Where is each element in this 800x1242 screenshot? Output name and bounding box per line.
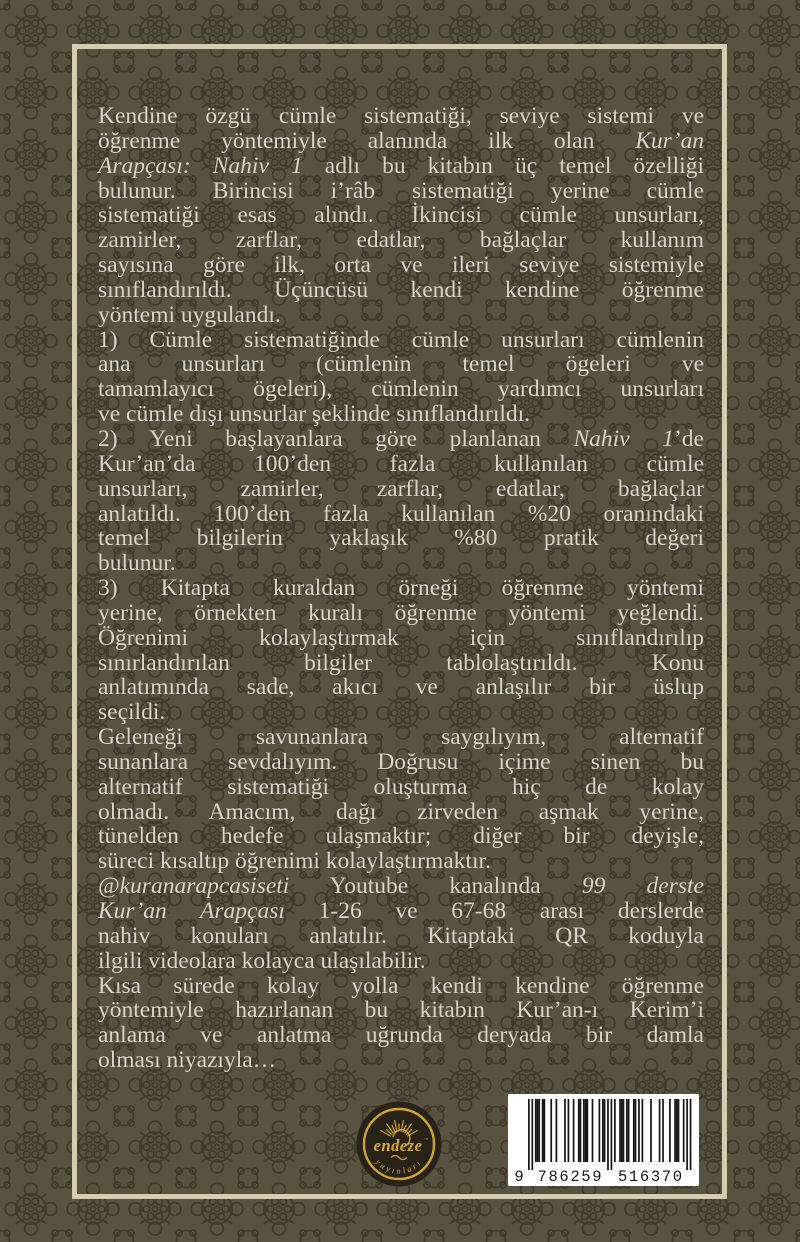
text-line: sınırlandırılan bilgiler tablolaştırıldı. Konu: [98, 649, 704, 676]
text-line: tamamlayıcı ögeleri), cümlenin yardımcı unsurları: [98, 376, 704, 403]
text-line: Kısa sürede kolay yolla kendi kendine öğrenme: [98, 972, 704, 999]
text-line: 3) Kitapta kuraldan örneği öğrenme yöntemi: [98, 575, 704, 602]
text-line: sistematiği esas alındı. İkincisi cümle unsurları,: [98, 202, 704, 229]
text-line: Arapçası: Nahiv 1 adlı bu kitabın üç temel özelliği: [98, 152, 704, 179]
text-line: bulunur. Birincisi i’râb sistematiği yerine cümle: [98, 177, 704, 204]
text-line: Kur’an Arapçası 1-26 ve 67-68 arası derslerde: [98, 898, 704, 924]
text-line: nahiv konuları anlatılır. Kitaptaki QR koduyla: [98, 922, 704, 949]
barcode: [508, 1094, 699, 1186]
text-line: Öğrenimi kolaylaştırmak için sınıflandırılıp: [98, 624, 704, 651]
publisher-logo: [356, 1101, 442, 1187]
text-line: alternatif sistematiği oluşturma hiç de kolay: [98, 773, 704, 800]
text-line: anlatımında sade, akıcı ve anlaşılır bir üslup: [98, 674, 704, 701]
text-line: olması niyazıyla…: [98, 1047, 277, 1074]
text-line: yöntemi uygulandı.: [98, 301, 281, 328]
text-line: 1) Cümle sistematiğinde cümle unsurları cümlenin: [98, 326, 704, 353]
text-line: unsurları, zamirler, zarflar, edatlar, bağlaçlar: [98, 475, 704, 502]
publisher-name: endeze: [373, 1136, 423, 1155]
text-line: ve cümle dışı unsurlar şeklinde sınıflandırıldı.: [98, 401, 531, 428]
text-line: öğrenme yöntemiyle alanında ilk olan Kur’an: [98, 127, 704, 154]
publisher-subtitle-curved: yayınları: [373, 1156, 425, 1176]
barcode-digits-right: 516370: [618, 1168, 682, 1186]
text-line: sunanlara sevdalıyım. Doğrusu içime sinen bu: [98, 748, 704, 775]
text-line: temel bilgilerin yaklaşık %80 pratik değeri: [98, 525, 704, 552]
text-line: ilgili videolara kolayca ulaşılabilir.: [98, 947, 426, 974]
text-line: tünelden hedefe ulaşmaktır; diğer bir deyişle,: [98, 823, 704, 850]
text-line: anlatıldı. 100’den fazla kullanılan %20 oranındaki: [98, 500, 704, 527]
text-line: bulunur.: [98, 550, 176, 577]
barcode-digit-lead: 9: [514, 1168, 524, 1186]
text-line: @kuranarapcasiseti Youtube kanalında 99 derste: [98, 873, 704, 900]
text-line: Kendine özgü cümle sistematiği, seviye sistemi ve: [98, 103, 704, 129]
text-line: ana unsurları (cümlenin temel ögeleri ve: [98, 351, 704, 378]
text-line: süreci kısaltıp öğrenimi kolaylaştırmaktır.: [98, 848, 491, 875]
text-line: sınıflandırıldı. Üçüncüsü kendi kendine öğrenme: [98, 276, 704, 303]
text-line: seçildi.: [98, 699, 166, 726]
text-line: anlama ve anlatma uğrunda deryada bir damla: [98, 1022, 704, 1049]
barcode-digits-left: 786259: [537, 1168, 602, 1186]
text-line: olmadı. Amacım, dağı zirveden aşmak yerine,: [98, 798, 704, 825]
text-line: 2) Yeni başlayanlara göre planlanan Nahiv 1’de: [98, 425, 704, 452]
barcode-bars: [528, 1099, 691, 1170]
text-line: yerine, örnekten kuralı öğrenme yöntemi yeğlendi.: [98, 599, 704, 626]
text-line: zamirler, zarflar, edatlar, bağlaçlar kullanım: [98, 227, 704, 254]
text-line: sayısına göre ilk, orta ve ileri seviye sistemiyle: [98, 252, 704, 279]
text-line: yöntemiyle hazırlanan bu kitabın Kur’an-ı Kerim’i: [98, 997, 704, 1024]
text-line: Kur’an’da 100’den fazla kullanılan cümle: [98, 450, 704, 477]
text-line: Geleneği savunanlara saygılıyım, alternatif: [98, 724, 704, 751]
back-cover-text: [98, 104, 704, 1073]
trademark-symbol: ™: [423, 1137, 429, 1142]
